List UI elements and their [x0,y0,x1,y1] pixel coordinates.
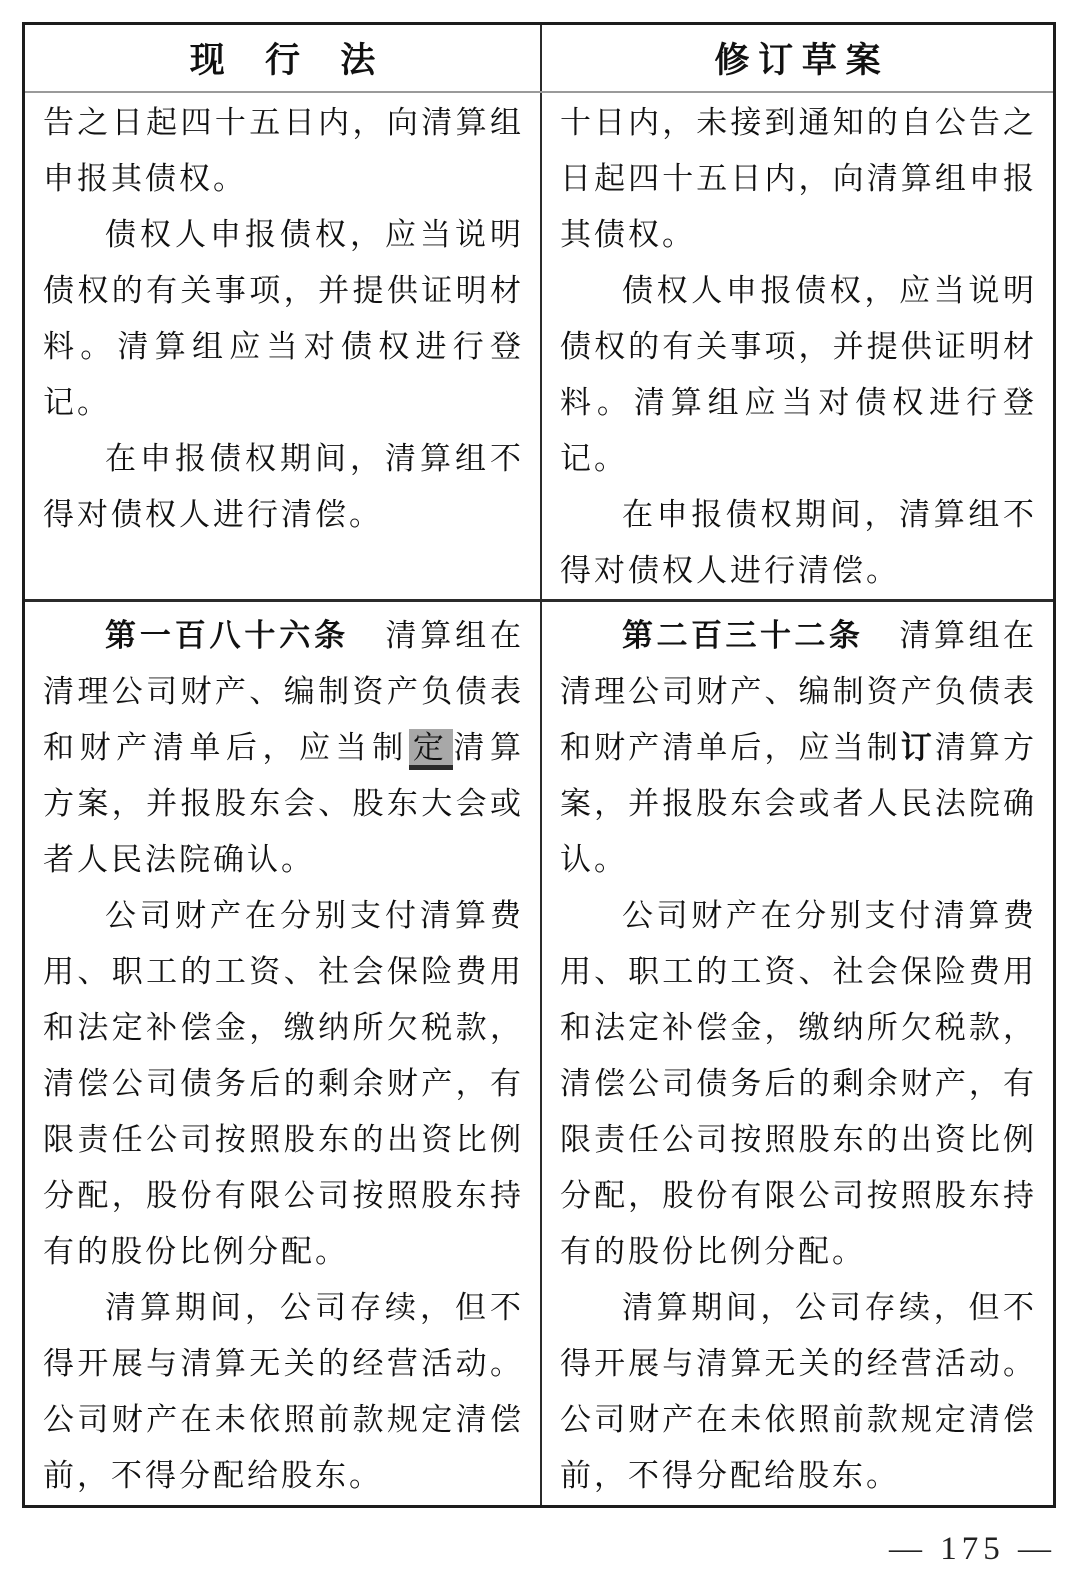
paragraph: 在申报债权期间，清算组不得对债权人进行清偿。 [560,497,1037,588]
table-row-article-continuation [25,93,1053,602]
header-current-law-label: 现行法 [189,41,416,80]
article-text: 清算方案，并报股东会或者人民法院确认。 [560,730,1038,877]
article-number: 第一百八十六条 [105,618,349,653]
paragraph: 债权人申报债权，应当说明债权的有关事项，并提供证明材料。清算组应当对债权进行登记。 [560,273,1037,476]
paragraph: 清算期间，公司存续，但不得开展与清算无关的经营活动。公司财产在未依照前款规定清偿前，不得分配给股东。 [43,1290,524,1493]
article-text: 清算方案，并报股东会、股东大会或者人民法院确认。 [43,730,525,877]
page-number: — 175 — [889,1531,1056,1567]
comparison-table [22,22,1056,1508]
table-row-article-186-232 [25,602,1053,1505]
deleted-char-highlight: 定 [409,729,454,770]
current-law-continuation-cell [25,93,542,599]
header-current-law [25,25,542,91]
inserted-char-bold: 订 [900,730,935,765]
article-text: 清算组在清理公司财产、编制资产负债表和财产清单后，应当制 [43,618,525,765]
paragraph-article [43,608,524,888]
current-law-article-cell [25,602,542,1505]
header-revision-draft [542,25,1053,91]
paragraph: 十日内，未接到通知的自公告之日起四十五日内，向清算组申报其债权。 [560,105,1037,252]
paragraph-article [560,608,1037,888]
paragraph: 告之日起四十五日内，向清算组申报其债权。 [43,105,524,196]
paragraph: 在申报债权期间，清算组不得对债权人进行清偿。 [43,441,524,532]
paragraph: 公司财产在分别支付清算费用、职工的工资、社会保险费用和法定补偿金，缴纳所欠税款，清偿公司债务后的剩余财产，有限责任公司按照股东的出资比例分配，股份有限公司按照股东持有的股份比例分配。 [43,898,524,1269]
header-revision-draft-label: 修订草案 [714,41,890,80]
paragraph: 公司财产在分别支付清算费用、职工的工资、社会保险费用和法定补偿金，缴纳所欠税款，清偿公司债务后的剩余财产，有限责任公司按照股东的出资比例分配，股份有限公司按照股东持有的股份比例分配。 [560,898,1037,1269]
paragraph: 债权人申报债权，应当说明债权的有关事项，并提供证明材料。清算组应当对债权进行登记。 [43,217,524,420]
article-number: 第二百三十二条 [622,618,864,653]
revision-draft-article-cell [542,602,1053,1505]
article-text: 清算组在清理公司财产、编制资产负债表和财产清单后，应当制 [560,618,1038,765]
table-header-row [25,25,1053,93]
revision-draft-continuation-cell [542,93,1053,599]
paragraph: 清算期间，公司存续，但不得开展与清算无关的经营活动。公司财产在未依照前款规定清偿前，不得分配给股东。 [560,1290,1037,1493]
